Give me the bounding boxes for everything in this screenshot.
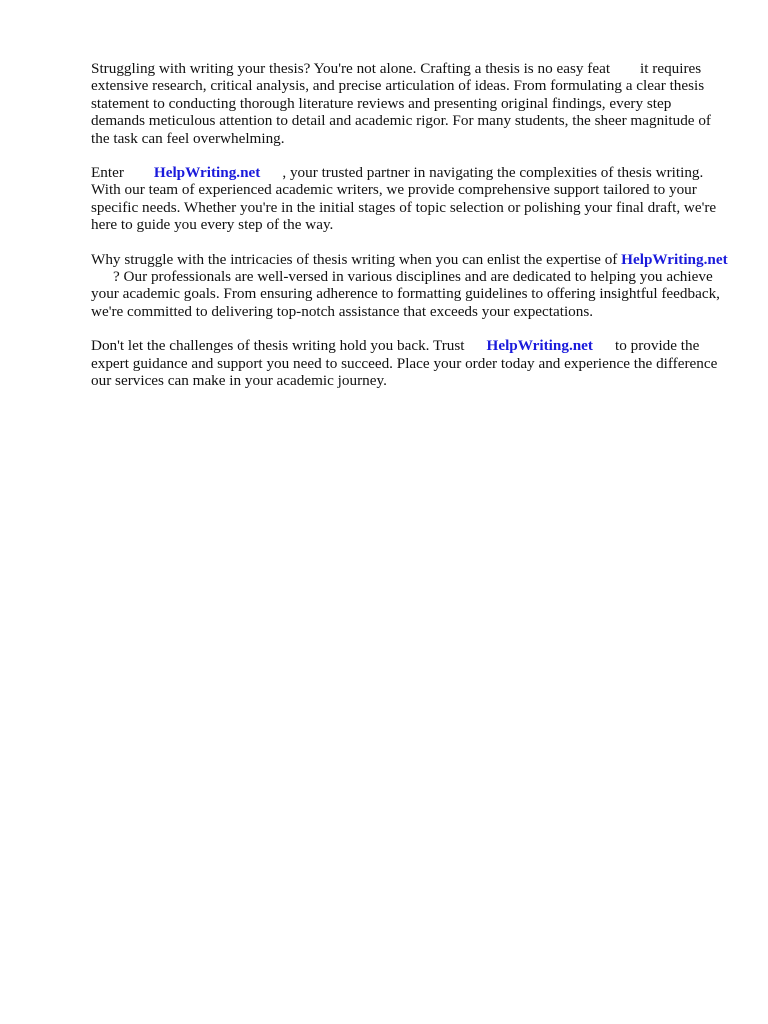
helpwriting-link-2[interactable]: HelpWriting.net bbox=[621, 250, 728, 268]
helpwriting-link-1[interactable]: HelpWriting.net bbox=[153, 164, 261, 182]
helpwriting-link-3[interactable]: HelpWriting.net bbox=[486, 337, 593, 355]
intro-text-start: Struggling with writing your thesis? You're not alone. Crafting a thesis is no easy feat bbox=[91, 60, 611, 77]
intro-text-end: it requires extensive research, critical analysis, and precise articulation of ideas. From formulating a clear thesis statement to conducting thorough literature reviews and presenting original findings, every step demands meticulous attention to detail and academic rigor. For many students, the sheer magnitude of the task can feel overwhelming. bbox=[91, 60, 711, 147]
paragraph-trust bbox=[91, 337, 728, 389]
paragraph-intro bbox=[91, 60, 728, 147]
trust-text-start: Don't let the challenges of thesis writing hold you back. Trust bbox=[91, 337, 465, 355]
why-text-start: Why struggle with the intricacies of thesis writing when you can enlist the expertise of bbox=[91, 250, 618, 268]
paragraph-why bbox=[91, 251, 728, 321]
enter-text: Enter bbox=[91, 164, 124, 182]
why-text-end: ? Our professionals are well-versed in various disciplines and are dedicated to helping you achieve your academic goals. From ensuring adherence to formatting guidelines to offering insightful feedback, we're committed to delivering top-notch assistance that exceeds your expectations. bbox=[91, 268, 720, 320]
trust-text-end: to provide the expert guidance and support you need to succeed. Place your order today and experience the difference our services can make in your academic journey. bbox=[91, 337, 718, 390]
enter-continuation-text: , your trusted partner in navigating the complexities of thesis writing. With our team of experienced academic writers, we provide comprehensive support tailored to your specific needs. Whether you're in the initial stages of topic selection or polishing your final draft, we're here to guide you every step of the way. bbox=[91, 164, 717, 234]
paragraph-enter bbox=[91, 164, 728, 234]
